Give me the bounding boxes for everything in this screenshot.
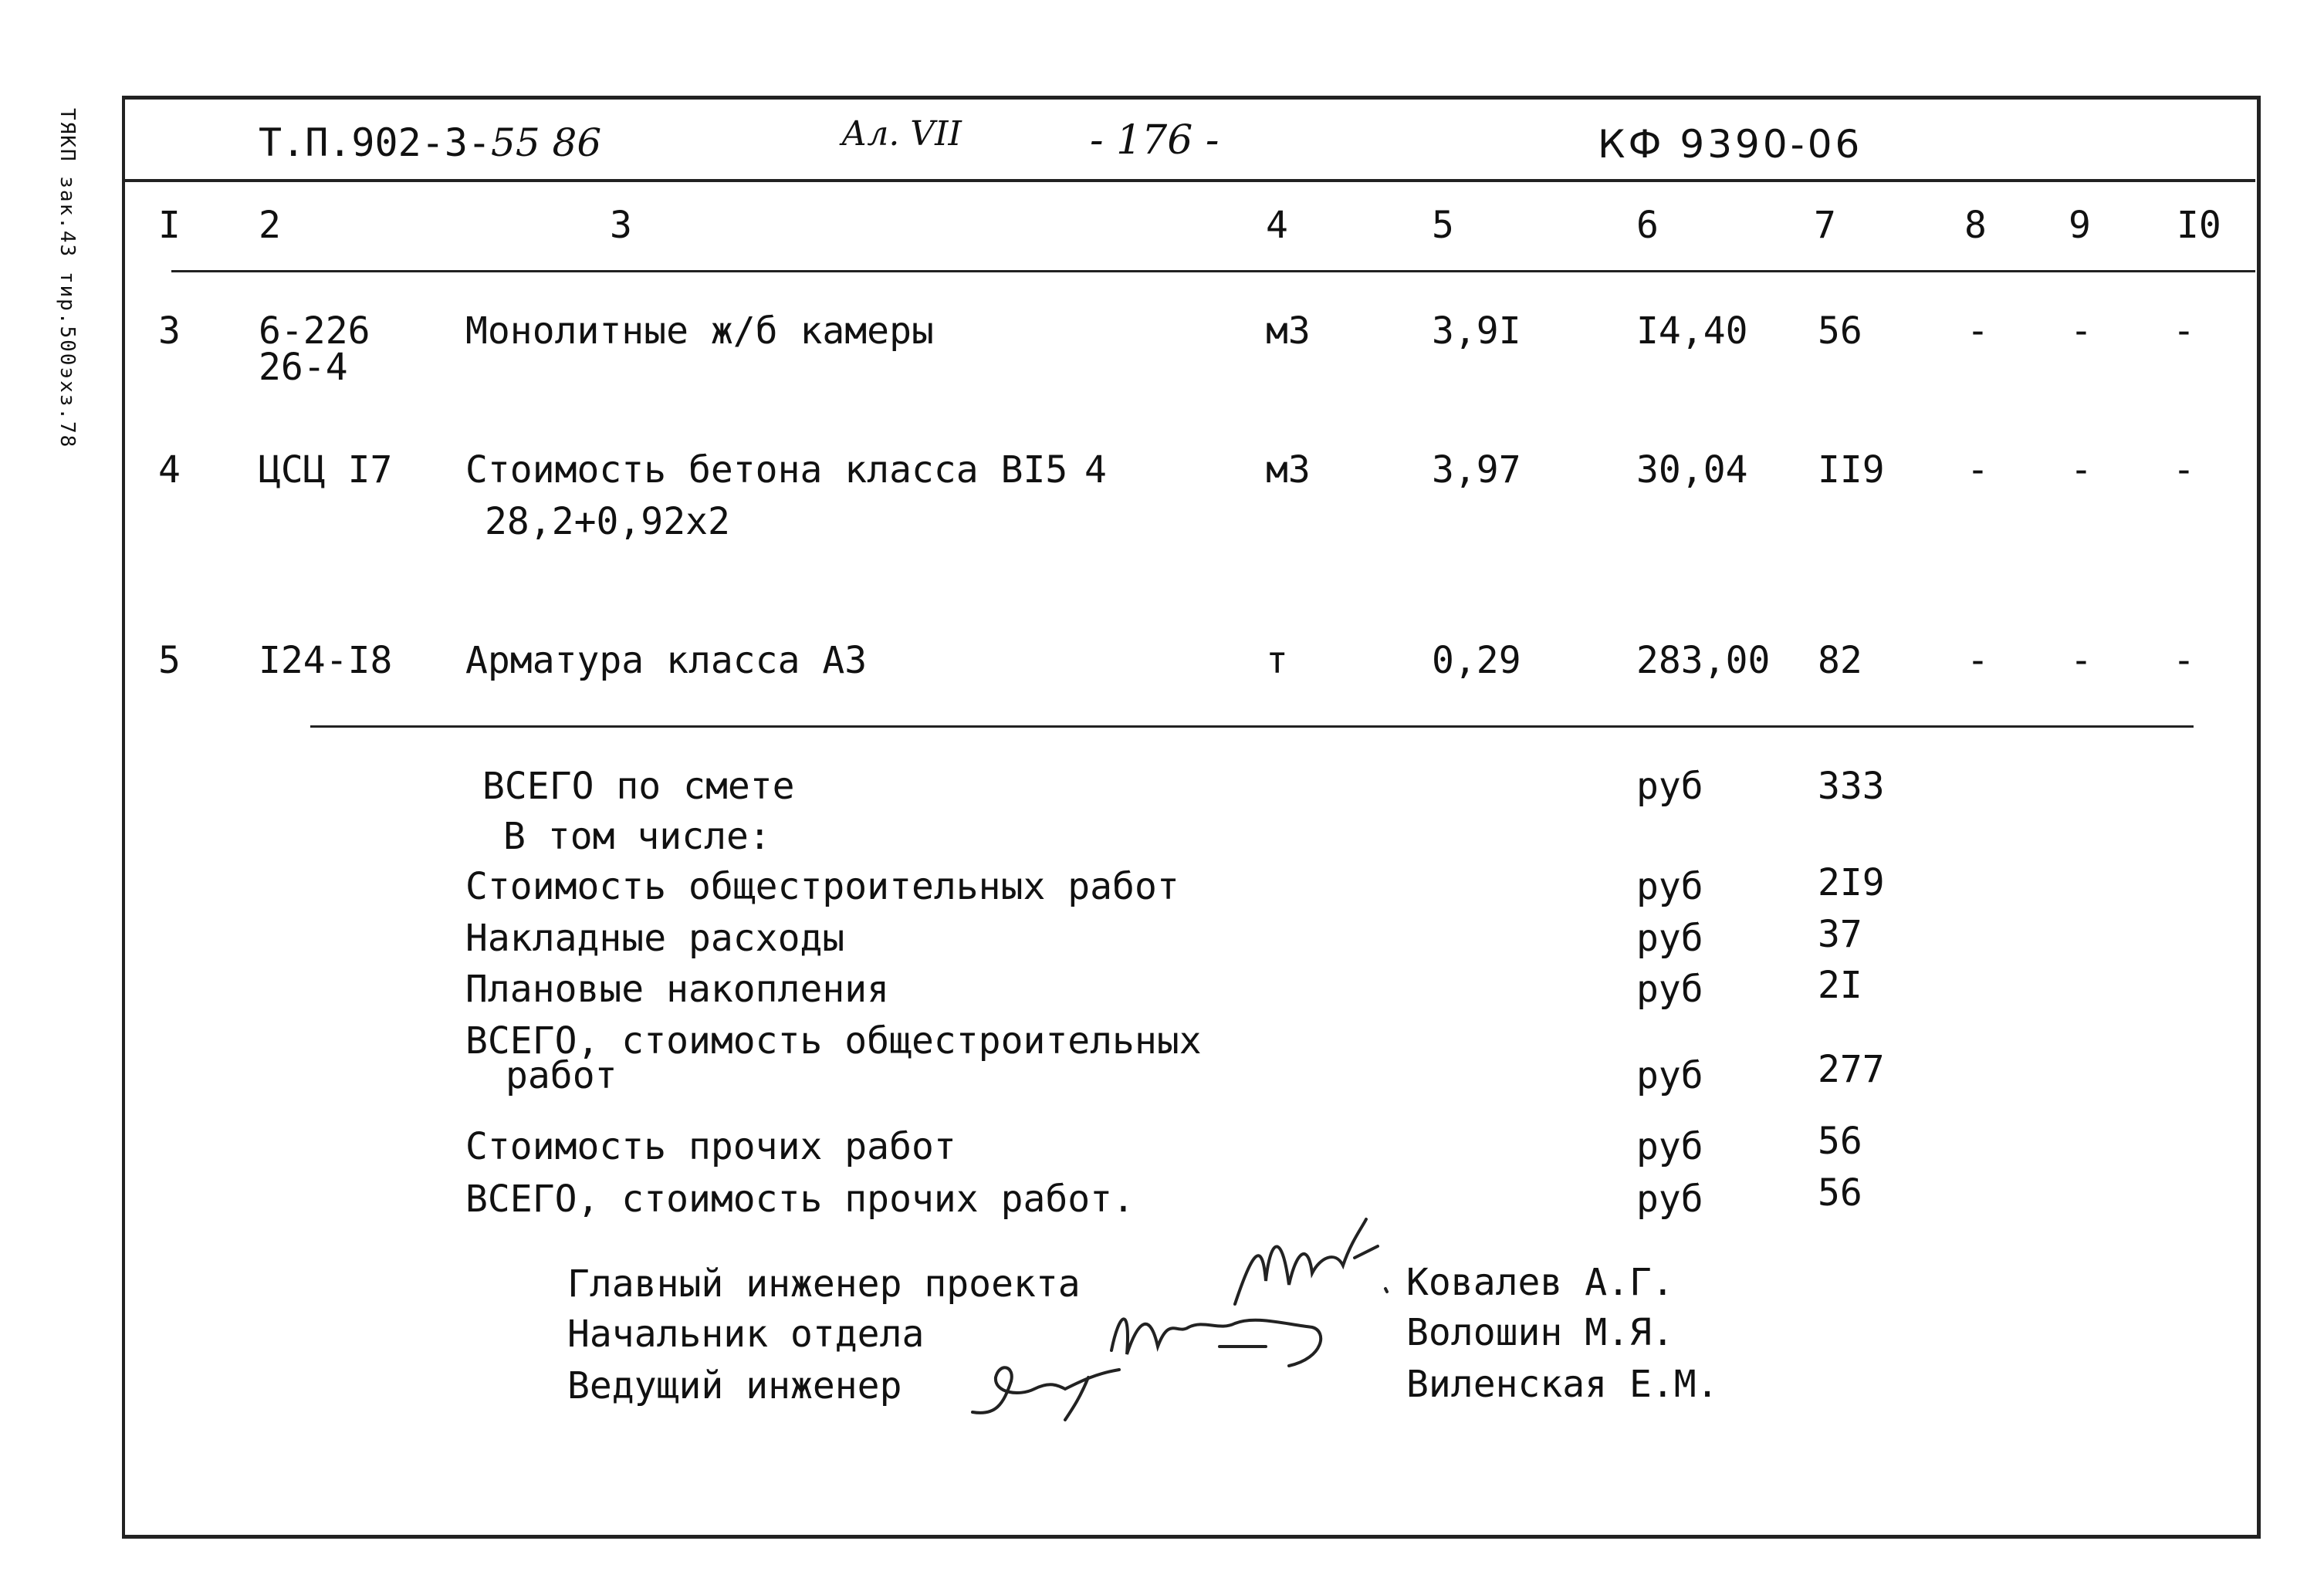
doc-number: Т.П.902-3-55 86 [259,120,602,165]
row-3-col10: - [2173,639,2195,682]
row-1-col8: - [1967,309,1989,353]
row-2-col8: - [1967,448,1989,492]
row-2-code: ЦСЦ I7 [259,448,393,492]
col-header-6: 6 [1636,204,1659,247]
row-1-code: 6-226 [259,309,370,353]
signature-role-lead-engineer: Ведущий инженер [567,1364,902,1407]
row-2-col10: - [2173,448,2195,492]
summary-other-works-unit: руб [1636,1125,1703,1168]
col-header-8: 8 [1964,204,1987,247]
row-1-qty: 3,9I [1432,309,1521,353]
summary-including-label: В том числе: [503,815,771,858]
col-header-5: 5 [1432,204,1454,247]
summary-general-works-unit: руб [1636,865,1703,908]
row-2-name-line2: 28,2+0,92х2 [485,500,730,543]
header-divider [123,179,2255,182]
signature-name-department-head: Волошин М.Я. [1406,1311,1674,1354]
col-header-9: 9 [2069,204,2091,247]
row-1-unit: м3 [1266,309,1311,353]
summary-overhead-value: 37 [1818,913,1862,956]
row-2-total: II9 [1818,448,1885,492]
signature-role-chief-engineer: Главный инженер проекта [567,1262,1081,1306]
row-3-no: 5 [158,639,181,682]
summary-overhead-unit: руб [1636,917,1703,960]
col-header-10: I0 [2177,204,2221,247]
row-1-col10: - [2173,309,2195,353]
summary-other-total-unit: руб [1636,1178,1703,1221]
col-header-3: 3 [610,204,632,247]
side-print-note: ТЯКП зак.43 тир.500эхз.78 [56,108,79,449]
row-3-price: 283,00 [1636,639,1771,682]
col-header-1: I [158,204,181,247]
row-3-col9: - [2070,639,2092,682]
row-3-name: Арматура класса А3 [465,639,868,682]
summary-other-works-label: Стоимость прочих работ [465,1125,956,1168]
summary-other-works-value: 56 [1818,1120,1862,1163]
row-3-total: 82 [1818,639,1862,682]
summary-planned-savings-unit: руб [1636,968,1703,1011]
row-1-code-line2: 26-4 [259,346,348,389]
summary-general-total-label-line2: работ [506,1054,617,1097]
document-code: КФ 9390-06 [1598,122,1863,167]
row-3-code: I24-I8 [259,639,393,682]
row-3-col8: - [1967,639,1989,682]
page-number: - 176 - [1090,117,1220,164]
summary-other-total-value: 56 [1818,1171,1862,1215]
row-1-price: I4,40 [1636,309,1748,353]
col-header-4: 4 [1266,204,1288,247]
row-1-name: Монолитные ж/б камеры [465,309,934,353]
signature-role-department-head: Начальник отдела [567,1313,925,1356]
summary-other-total-label: ВСЕГО, стоимость прочих работ. [465,1178,1135,1221]
signature-scribble-lead-engineer [965,1343,1142,1428]
summary-overhead-label: Накладные расходы [465,917,845,960]
row-2-col9: - [2070,448,2092,492]
summary-general-total-label: ВСЕГО, стоимость общестроительных [465,1019,1202,1063]
row-2-extra: 4 [1084,448,1107,492]
doc-number-handwritten: 55 86 [491,120,602,165]
summary-planned-savings-value: 2I [1818,964,1862,1007]
row-1-col9: - [2070,309,2092,353]
album-label: Ал. VII [841,114,962,154]
col-header-2: 2 [259,204,281,247]
row-2-price: 30,04 [1636,448,1748,492]
summary-general-total-unit: руб [1636,1054,1703,1097]
row-1-no: 3 [158,309,181,353]
row-2-qty: 3,97 [1432,448,1521,492]
summary-general-works-label: Стоимость общестроительных работ [465,865,1179,908]
column-header-divider [171,270,2255,272]
row-2-name: Стоимость бетона класса ВI5 [465,448,1068,492]
signature-name-chief-engineer: Ковалев А.Г. [1406,1261,1674,1304]
table-bottom-divider [310,725,2194,728]
summary-total-label: ВСЕГО по смете [482,765,795,808]
summary-general-total-value: 277 [1818,1048,1885,1091]
row-2-unit: м3 [1266,448,1311,492]
row-3-qty: 0,29 [1432,639,1521,682]
summary-total-unit: руб [1636,765,1703,808]
summary-general-works-value: 2I9 [1818,861,1885,904]
row-3-unit: т [1266,639,1288,682]
row-2-no: 4 [158,448,181,492]
row-1-total: 56 [1818,309,1862,353]
signature-name-lead-engineer: Виленская Е.М. [1406,1363,1719,1406]
summary-planned-savings-label: Плановые накопления [465,968,890,1011]
col-header-7: 7 [1814,204,1836,247]
summary-total-value: 333 [1818,765,1885,808]
